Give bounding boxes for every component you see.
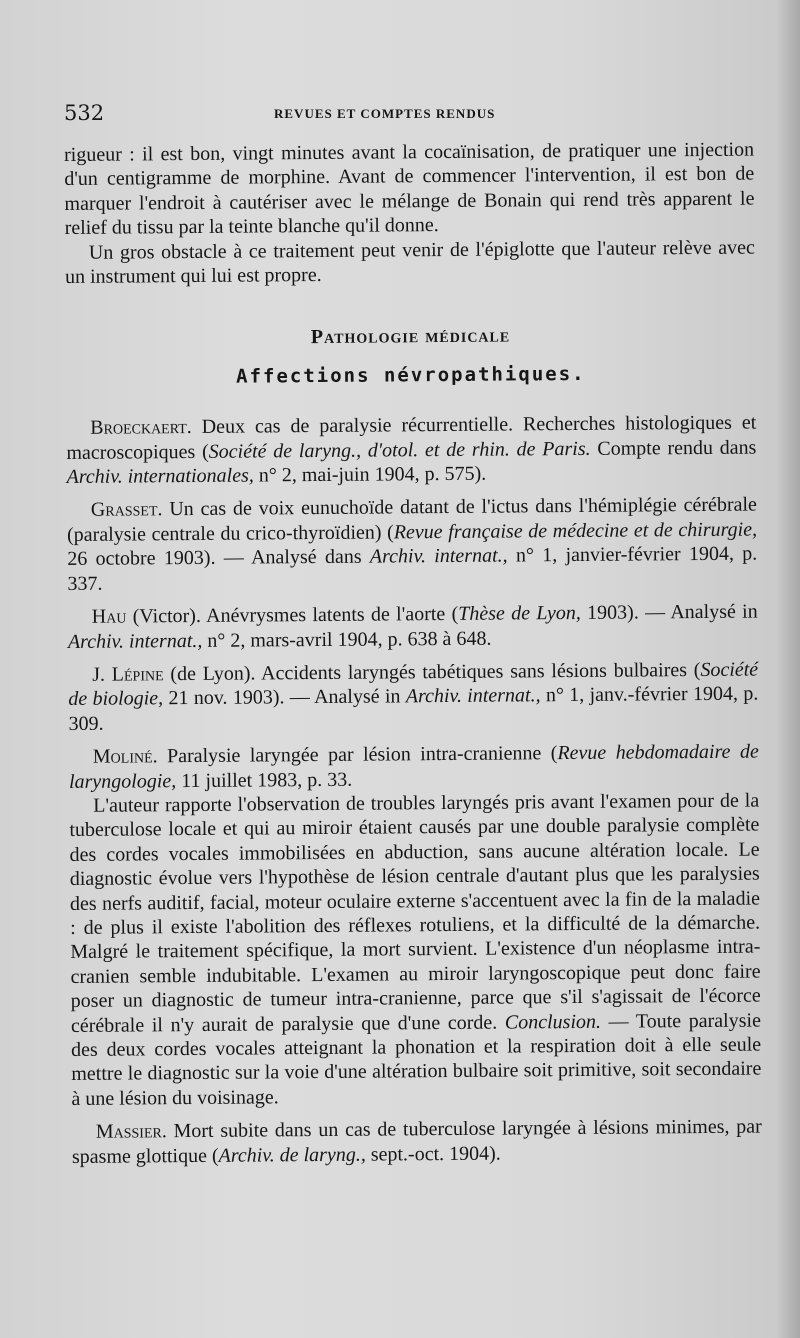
paragraph-continued: rigueur : il est bon, vingt minutes avant la cocaïnisation, de pratiquer une injection d'un centigramme de morphine. Avant de commencer l'intervention, il est bon de marquer l'endroit à cautériser avec le mélange de Bonain qui rend très apparent le relief du tissu par la teinte blanche qu'il donne. <box>64 138 755 240</box>
author-name: Moliné. <box>92 745 158 768</box>
citation-source: Archiv. internat., <box>369 544 508 568</box>
entry-broeckaert: Broeckaert. Deux cas de paralysie récurrentielle. Recherches histologiques et macroscopiques (Société de laryng., d'otol. et de rhin. de Paris. Compte rendu dans Archiv. internationales, n° 2, mai-juin 1904, p. 575). <box>66 411 757 489</box>
subsection-title: Affections névropathiques. <box>236 362 586 388</box>
page-number: 532 <box>64 101 105 125</box>
author-name: Broeckaert. <box>90 416 192 440</box>
entry-molinie-body: L'auteur rapporte l'observation de troubles laryngés pris avant l'examen pour de la tuberculose locale et qui au miroir étaient causés par une double paralysie complète des cordes vocales immobilisées en abduction, sans aucune altération locale. Le diagnostic évolue vers l'hypothèse de lésion centrale d'autant plus que les paralysies des nerfs auditif, facial, moteur oculaire externe s'accentuent avec la fin de la maladie : de plus il existe l'abolition des réflexes rotuliens, et la difficulté de la démarche. Malgré le traitement spécifique, la mort survient. L'existence d'un néoplasme intra-cranien semble indubitable. L'examen au miroir laryngoscopique peut donc faire poser un diagnostic de tumeur intra-cranienne, parce que s'il s'agissait de l'écorce cérébrale il n'y aurait de paralysie que d'une corde. Conclusion. — Toute paralysie des deux cordes vocales atteignant la phonation et la respiration doit à elle seule mettre le diagnostic sur la voie d'une altération bulbaire soit primitive, soit secondaire à une lésion du voisinage. <box>69 789 762 1110</box>
citation-source: Archiv. internat., <box>405 684 541 708</box>
citation-source: Revue hebdomadaire de laryngologie, <box>68 740 759 793</box>
page-body <box>64 138 762 1169</box>
entry-lepine: J. Lépine (de Lyon). Accidents laryngés tabétiques sans lésions bulbaires (Société de biologie, 21 nov. 1903). — Analysé in Archiv. internat., n° 1, janv.-février 1904, p. 309. <box>68 658 759 735</box>
entry-massier: Massier. Mort subite dans un cas de tuberculose laryngée à lésions minimes, par spasme glottique (Archiv. de laryng., sept.-oct. 1904). <box>71 1115 762 1168</box>
citation-source: Revue française de médecine et de chirurgie, <box>393 518 758 544</box>
author-name: Massier. <box>95 1120 167 1143</box>
citation-source: Archiv. de laryng., <box>218 1143 366 1167</box>
paragraph-epiglottis: Un gros obstacle à ce traitement peut venir de l'épiglotte que l'auteur relève avec un instrument qui lui est propre. <box>64 236 755 289</box>
entry-molinie: Moliné. Paralysie laryngée par lésion intra-cranienne (Revue hebdomadaire de laryngologie, 11 juillet 1983, p. 33. <box>68 740 759 793</box>
author-name: Grasset. <box>90 498 163 522</box>
page-header <box>64 101 754 131</box>
citation-source: Archiv. internationales, <box>66 464 254 489</box>
entry-hau: Hau (Victor). Anévrysmes latents de l'aorte (Thèse de Lyon, 1903). — Analysé in Archiv. internat., n° 2, mars-avril 1904, p. 638 à 648. <box>67 600 758 653</box>
page-edge-shadow <box>776 0 800 1338</box>
running-title: REVUES ET COMPTES RENDUS <box>274 106 496 121</box>
author-name: Lépine <box>111 663 164 686</box>
entry-grasset: Grasset. Un cas de voix eunuchoïde datant de l'ictus dans l'hémiplégie cérébrale (paralysie centrale du crico-thyroïdien) (Revue française de médecine et de chirurgie, 26 octobre 1903). — Analysé dans Archiv. internat., n° 1, janvier-février 1904, p. 337. <box>66 494 758 595</box>
section-title: Pathologie médicale <box>310 324 511 349</box>
citation-source: Archiv. internat., <box>67 629 203 653</box>
author-name: Hau <box>91 605 127 628</box>
citation-source: Société de laryng., d'otol. et de rhin. de Paris. <box>208 437 591 463</box>
citation-source: Société de biologie, <box>68 658 759 711</box>
citation-source: Thèse de Lyon, <box>458 602 581 626</box>
